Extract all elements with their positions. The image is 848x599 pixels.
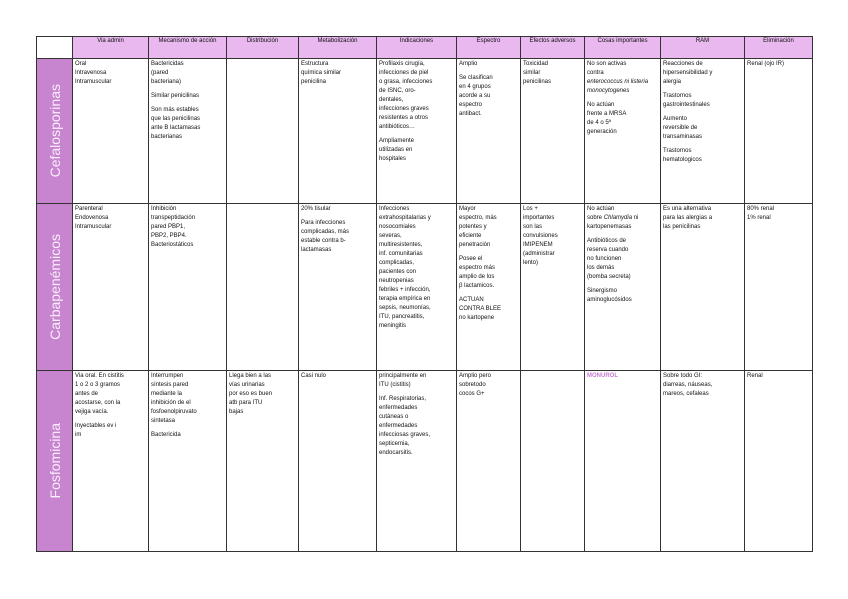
header-corner — [37, 37, 73, 59]
cell-via — [73, 371, 149, 552]
cell-text: Toxicidad similar penicilinas — [523, 61, 552, 85]
cell-text: Similar penicilinas — [151, 93, 200, 99]
cell-via — [73, 59, 149, 204]
cell-text: Para infecciones complicadas, más estable contra b- lactamasas — [301, 220, 350, 253]
row-fosfomicina — [37, 371, 813, 552]
cell-text: Parenteral Endovenosa Intramuscular — [75, 206, 112, 230]
cell-text: Casi nulo — [301, 373, 327, 379]
cell-text: ACTUAN CONTRA BLEE no kartopene — [459, 297, 502, 321]
cell-text: 80% renal 1% renal — [747, 206, 775, 221]
cell-text: No actúan frente a MRSA de 4 o 5ª generación — [587, 102, 627, 135]
cell-metabolizacion — [299, 59, 377, 204]
cell-eliminacion — [745, 59, 813, 204]
cell-indicaciones — [377, 371, 457, 552]
cell-cosas — [585, 371, 661, 552]
cell-efectos — [521, 371, 585, 552]
cell-text: Antibióticos de reserva cuando no funcionen los demás (bomba secreta) — [587, 238, 631, 280]
row-cefalosporinas — [37, 59, 813, 204]
cell-eliminacion — [745, 371, 813, 552]
rowhead-cefalosporinas — [37, 59, 73, 204]
row-label: Carbapenémicos — [46, 234, 63, 340]
cell-text: Amplio — [459, 61, 478, 67]
cell-text: Oral Intravenosa Intramuscular — [75, 61, 112, 85]
cell-text: Aumento reversible de transaminasas — [663, 116, 703, 140]
cell-text: Trastornos gastrointestinales — [663, 93, 710, 108]
header-eliminacion: Eliminación — [745, 37, 813, 59]
rowhead-carbapenemicos — [37, 204, 73, 371]
cell-text: Renal (ojo IR) — [747, 61, 785, 67]
cell-text-group — [587, 60, 658, 96]
cell-text: No son activas contra — [587, 61, 627, 76]
cell-ram — [661, 59, 745, 204]
cell-text-group — [587, 205, 658, 232]
cell-text: No actúan sobre — [587, 206, 615, 221]
cell-text: Trastornos hematologicos — [663, 148, 702, 163]
cell-text-highlight: MONUROL — [587, 373, 618, 379]
cell-text: 20% tisular — [301, 206, 331, 212]
cell-text: ni kartopenemasas — [587, 215, 639, 230]
cell-text: Estructura química similar penicilina — [301, 61, 342, 85]
header-ram: RAM — [661, 37, 745, 59]
cell-text: Sobre todo GI: diarreas, náuseas, mareos, cefaleas — [663, 373, 713, 397]
cell-espectro — [457, 371, 521, 552]
cell-text: Llega bien a las vías urinarias por eso es buen atb para ITU bajas — [229, 373, 273, 415]
header-efectos: Efectos adversos — [521, 37, 585, 59]
header-metabolizacion: Metabolización — [299, 37, 377, 59]
header-distribucion: Distribución — [227, 37, 299, 59]
cell-espectro — [457, 204, 521, 371]
cell-indicaciones — [377, 59, 457, 204]
cell-text: Es una alternativa para las alergias a las penicilinas — [663, 206, 713, 230]
cell-text: Inhibición transpeptidación pared PBP1, PBP2, PBP4. Bacteriostáticos — [151, 206, 196, 248]
cell-efectos — [521, 59, 585, 204]
header-row — [37, 37, 813, 59]
cell-text: Son más estables que las penicilinas ante B lactamasas bacterianas — [151, 107, 201, 140]
cell-eliminacion — [745, 204, 813, 371]
cell-text: Interrumpen síntesis pared mediante la inhibición de el fosfoenolpiruvato sintetasa — [151, 373, 197, 424]
cell-efectos — [521, 204, 585, 371]
pharmacology-table — [36, 36, 813, 552]
cell-text: Se clasifican en 4 grupos acorde a su espectro antibact. — [459, 75, 493, 117]
cell-via — [73, 204, 149, 371]
cell-ram — [661, 204, 745, 371]
cell-text: Amplio pero sobretodo cocos G+ — [459, 373, 492, 397]
cell-text: Los + importantes son las convulsiones IMIPENEM (administrar lento) — [523, 206, 558, 266]
header-espectro: Espectro — [457, 37, 521, 59]
cell-distribucion — [227, 59, 299, 204]
cell-text: Ampliamente utilizadas en hospitales — [379, 138, 415, 162]
cell-mecanismo — [149, 59, 227, 204]
cell-text: Posee el espectro más amplio de los β lactamicos. — [459, 256, 496, 289]
cell-text: Bactericida — [151, 432, 181, 438]
cell-text: Inf. Respiratorias, enfermedades cutáneas o enfermedades infecciosas graves, septicemia, endocarsitis. — [379, 396, 431, 456]
cell-indicaciones — [377, 204, 457, 371]
cell-text: Profilaxis cirugía, infecciones de piel o grasa, infecciones de ISNC, oro- dentales, infecciones graves resistentes a otros antibióticos… — [379, 61, 433, 130]
row-carbapenemicos — [37, 204, 813, 371]
cell-distribucion — [227, 204, 299, 371]
row-label: Fosfomicina — [46, 423, 63, 499]
cell-text: Mayor espectro, más potentes y eficiente penetración — [459, 206, 497, 248]
header-via: Via admin — [73, 37, 149, 59]
cell-espectro — [457, 59, 521, 204]
cell-text: Reacciones de hipersensibilidad y alergia — [663, 61, 713, 85]
cell-mecanismo — [149, 371, 227, 552]
cell-cosas — [585, 59, 661, 204]
row-label: Cefalosporinas — [46, 84, 63, 178]
cell-text: Inyectables ev i im — [75, 423, 117, 438]
header-indicaciones: Indicaciones — [377, 37, 457, 59]
cell-metabolizacion — [299, 371, 377, 552]
cell-metabolizacion — [299, 204, 377, 371]
cell-text: principalmente en ITU (cistitis) — [379, 373, 427, 388]
cell-text: Bactericidas (pared bacteriana) — [151, 61, 184, 85]
cell-text-italic: Chlamydia — [603, 215, 633, 221]
cell-text: Sinergismo aminoglucósidos — [587, 288, 632, 303]
cell-distribucion — [227, 371, 299, 552]
cell-cosas — [585, 204, 661, 371]
cell-ram — [661, 371, 745, 552]
cell-text: Via oral. En cistitis 1 o 2 o 3 gramos antes de acostarse, con la vejiga vacía. — [75, 373, 124, 415]
cell-text: Infecciones extrahospitalarias y nosocomiales severas, multiresistentes, inf. comunitarias complicadas, pacientes con neutropenias febriles + infección, terapia empírica en sepsis, neumonías, ITU, pancreatitis, meningitis — [379, 206, 431, 329]
cell-mecanismo — [149, 204, 227, 371]
cell-text: Renal — [747, 373, 763, 379]
rowhead-fosfomicina — [37, 371, 73, 552]
cell-text-italic: enterococcus ni listeria monocytogenes — [587, 79, 649, 94]
header-cosas: Cosas importantes — [585, 37, 661, 59]
header-mecanismo: Mecanismo de acción — [149, 37, 227, 59]
